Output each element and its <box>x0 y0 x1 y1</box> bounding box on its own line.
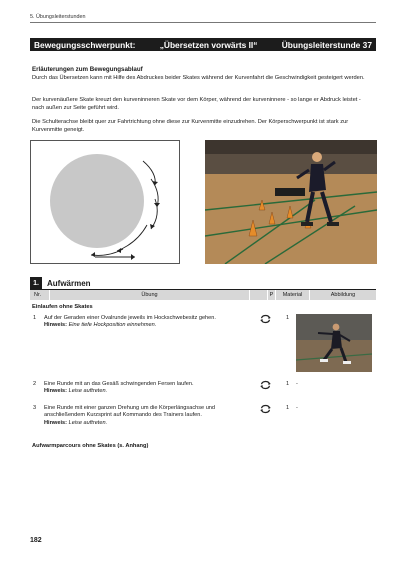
table-header <box>30 290 376 300</box>
header-rule <box>30 22 376 23</box>
row-exercise <box>44 315 256 330</box>
hint-label: Hinweis: <box>44 388 68 395</box>
row-p-value: 1 <box>286 381 290 387</box>
hint-text: Eine tiefe Hockposition einnehmen. <box>68 322 157 329</box>
column-header-illustration: Abbildung <box>330 292 356 298</box>
column-header-p: P <box>268 290 276 300</box>
row-material: - <box>296 405 298 411</box>
section-title: Aufwärmen <box>47 278 91 288</box>
row-number: 3 <box>33 405 37 411</box>
row-p-value: 1 <box>286 405 290 411</box>
row-p-value: 1 <box>286 315 290 321</box>
repeat-arrows-icon <box>259 380 272 390</box>
exercise-hint <box>44 322 256 329</box>
column-header-exercise: Übung <box>50 290 250 300</box>
section-number: 1. <box>30 277 42 289</box>
exercise-text: Auf der Geraden einer Ovalrunde jeweils im Hockschwebesitz gehen. <box>44 315 216 321</box>
title-focus-label: Bewegungsschwerpunkt: <box>34 39 136 50</box>
column-header-material: Material <box>276 290 310 300</box>
row-material: - <box>296 381 298 387</box>
repeat-arrows-icon <box>259 314 272 324</box>
title-exercise: „Übersetzen vorwärts II“ <box>159 39 258 50</box>
explanation-paragraph: Die Schulterachse bleibt quer zur Fahrtrichtung ohne diese zur Kurvenmitte einzudrehen. Der Körperschwerpunkt ist stark zur Kurvenmitte geneigt. <box>32 119 349 133</box>
hint-label: Hinweis: <box>44 322 68 329</box>
title-bar <box>30 38 376 51</box>
column-header-icon <box>250 290 268 300</box>
title-lesson-number: Übungsleiterstunde 37 <box>281 39 372 50</box>
hint-label: Hinweis: <box>44 419 68 426</box>
group-title: Aufwarmparcours ohne Skates (s. Anhang) <box>32 443 149 449</box>
explanation-paragraph: Der kurvenäußere Skate kreuzt den kurveninneren Skate vor dem Körper, während der kurveninnere - so lange er Abdruck leistet - nach außen zur Seite geführt wird. <box>32 97 361 111</box>
section-heading <box>30 277 91 289</box>
skater-rink-photo <box>205 140 377 264</box>
row-number: 1 <box>33 315 37 321</box>
explanation-heading: Erläuterungen zum Bewegungsablauf <box>32 66 143 73</box>
page-number: 182 <box>30 537 42 544</box>
row-number: 2 <box>33 381 37 387</box>
exercise-hint <box>44 388 256 395</box>
row-exercise <box>44 405 256 427</box>
row-exercise <box>44 381 256 396</box>
crossover-diagram <box>30 140 180 264</box>
hint-text: Leise auftreten. <box>68 419 108 426</box>
repeat-arrows-icon <box>259 404 272 414</box>
exercise-text: Eine Runde mit an das Gesäß schwingenden Fersen laufen. <box>44 381 194 387</box>
chapter-header: 5. Übungsleiterstunden <box>30 14 86 20</box>
curve-circle <box>50 154 144 248</box>
column-header-nr: Nr. <box>30 290 50 300</box>
exercise-text: Eine Runde mit einer ganzen Drehung um die Körperlängsachse und anschließendem Kurzsprint auf Kommando des Trainers laufen. <box>44 405 216 419</box>
exercise-hint <box>44 420 256 427</box>
hint-text: Leise auftreten. <box>68 388 108 395</box>
crouch-walk-photo <box>296 314 372 372</box>
group-title: Einlaufen ohne Skates <box>32 304 93 310</box>
explanation-paragraph: Durch das Übersetzen kann mit Hilfe des Abdruckes beider Skates während der Kurvenfahrt die Geschwindigkeit gesteigert werden. <box>32 75 365 81</box>
